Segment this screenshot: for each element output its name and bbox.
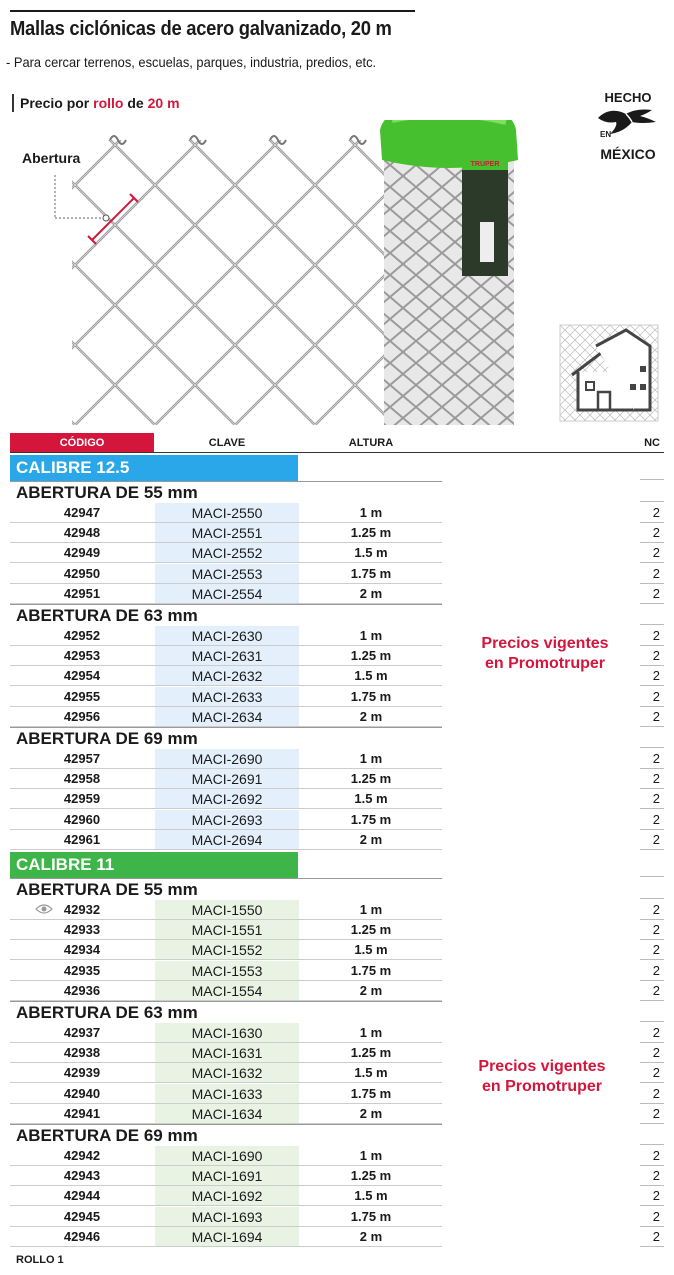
row-rule [10,849,442,850]
product-clave: MACI-2551 [155,523,299,543]
promo-note-calibre-12-5 [445,634,645,674]
product-altura: 1.5 m [354,668,388,684]
nc-rule [640,624,664,625]
section-rule [10,1124,442,1125]
section-rule [10,727,442,728]
table-row [10,810,664,830]
product-code: 42954 [63,668,101,684]
product-clave: MACI-2633 [155,687,299,707]
product-code: 42949 [63,545,101,561]
product-altura: 2 m [359,1228,383,1244]
product-nc: 2 [652,1045,660,1061]
promo-line2: en Promotruper [484,655,605,672]
product-altura: 1.75 m [350,1208,392,1224]
nc-rule [640,1000,664,1001]
table-row [10,687,664,707]
product-code: 42955 [63,688,101,704]
product-clave: MACI-1632 [155,1063,299,1083]
table-row [10,523,664,543]
product-altura: 1.5 m [354,1065,388,1081]
price-mid: de [123,95,148,111]
section-rule [10,878,442,879]
table-row [10,1207,664,1227]
product-clave: MACI-2694 [155,830,299,850]
product-clave: MACI-1551 [155,920,299,940]
product-nc: 2 [652,902,660,917]
product-code: 42935 [63,962,101,978]
chain-link-mesh-illustration [0,120,674,430]
product-code: 42938 [63,1045,101,1061]
product-clave: MACI-2553 [155,564,299,584]
price-unit: rollo [93,95,124,111]
table-row [10,503,664,523]
product-nc: 2 [652,771,660,787]
price-bar [12,94,14,112]
product-code: 42950 [63,565,101,581]
section-rule [10,481,442,482]
product-altura: 1.75 m [350,811,392,827]
product-clave: MACI-1634 [155,1104,299,1124]
product-nc: 2 [652,982,660,998]
product-clave: MACI-2692 [155,789,299,809]
product-clave: MACI-2632 [155,666,299,686]
product-altura: 1.75 m [350,688,392,704]
product-code: 42945 [63,1208,101,1224]
product-clave: MACI-1631 [155,1043,299,1063]
section-rule [10,1001,442,1002]
header-altura: ALTURA [348,437,394,449]
product-nc: 2 [652,922,660,938]
product-code: 42947 [63,505,101,520]
product-clave: MACI-2690 [155,749,299,769]
nc-rule [640,876,664,877]
product-code: 42951 [63,585,101,601]
page-title: Mallas ciclónicas de acero galvanizado, 20 m [10,18,392,40]
product-nc: 2 [652,811,660,827]
page-subtitle: - Para cercar terrenos, escuelas, parques, industria, predios, etc. [6,54,377,70]
section-heading [10,1001,298,1023]
section-heading [10,604,298,626]
nc-rule [640,479,664,480]
product-clave: MACI-1690 [155,1146,299,1166]
product-code: 42956 [63,708,101,724]
section-heading [10,727,298,749]
product-code: 42960 [63,811,101,827]
product-clave: MACI-1554 [155,981,299,1001]
product-altura: 2 m [359,1105,383,1121]
nc-rule [640,501,664,502]
product-altura: 1.75 m [350,962,392,978]
product-code: 42936 [63,982,101,998]
nc-rule [640,849,664,850]
product-code: 42952 [63,628,101,643]
table-row [10,1023,664,1043]
product-altura: 1.75 m [350,1085,392,1101]
product-code: 42937 [63,1025,101,1040]
top-rule [10,10,415,12]
abertura-label: Abertura [22,150,81,166]
header-codigo: CÓDIGO [10,433,154,453]
table-row [10,900,664,920]
nc-rule [640,1123,664,1124]
product-clave: MACI-1692 [155,1186,299,1206]
product-code: 42948 [63,525,101,541]
header-clave: CLAVE [208,437,246,449]
product-nc: 2 [652,1025,660,1040]
product-altura: 1.25 m [350,1045,392,1061]
calibre-heading: CALIBRE 12.5 [10,455,298,481]
product-clave: MACI-2634 [155,707,299,727]
product-code: 42939 [63,1065,101,1081]
product-nc: 2 [652,525,660,541]
product-code: 42957 [63,751,101,766]
product-altura: 1.25 m [350,922,392,938]
section-title: ABERTURA DE 63 mm [16,1003,198,1022]
table-row [10,1186,664,1206]
table-row [10,1104,664,1124]
product-altura: 2 m [359,982,383,998]
table-header [10,433,664,453]
table-row [10,584,664,604]
product-clave: MACI-2693 [155,810,299,830]
product-altura: 1 m [359,628,383,643]
nc-rule [640,898,664,899]
price-prefix: Precio por [20,95,94,111]
calibre-heading: CALIBRE 11 [10,852,298,878]
product-nc: 2 [652,585,660,601]
section-title: ABERTURA DE 69 mm [16,1126,198,1145]
table-row [10,789,664,809]
badge-line3: MÉXICO [600,146,656,162]
table-row [10,1146,664,1166]
table-row [10,543,664,563]
badge-line2: EN [600,130,612,139]
table-row [10,769,664,789]
row-rule [10,1246,442,1247]
product-clave: MACI-1552 [155,940,299,960]
product-altura: 1.25 m [350,1168,392,1184]
product-code: 42944 [63,1188,101,1204]
section-rule [10,604,442,605]
house-icon [560,325,658,421]
table-row [10,1227,664,1247]
product-altura: 2 m [359,708,383,724]
product-altura: 2 m [359,585,383,601]
product-clave: MACI-1550 [155,900,299,920]
product-code: 42953 [63,648,101,664]
product-nc: 2 [652,545,660,561]
product-nc: 2 [652,1188,660,1204]
table-row [10,564,664,584]
nc-rule [640,1144,664,1145]
product-altura: 2 m [359,831,383,847]
product-altura: 1.5 m [354,1188,388,1204]
product-nc: 2 [652,708,660,724]
product-nc: 2 [652,1105,660,1121]
nc-rule [640,747,664,748]
footer-note: ROLLO 1 [16,1254,64,1266]
product-nc: 2 [652,648,660,664]
product-clave: MACI-1553 [155,961,299,981]
product-clave: MACI-2550 [155,503,299,523]
table-row [10,1166,664,1186]
product-nc: 2 [652,942,660,958]
promo-note-calibre-11 [442,1057,642,1097]
product-code: 42934 [63,942,101,958]
product-code: 42961 [63,831,101,847]
product-code: 42942 [63,1148,101,1163]
product-nc: 2 [652,1085,660,1101]
product-code: 42946 [63,1228,101,1244]
product-clave: MACI-2630 [155,626,299,646]
price-length: 20 m [147,95,180,111]
product-nc: 2 [652,1148,660,1163]
section-title: ABERTURA DE 63 mm [16,606,198,625]
section-title: ABERTURA DE 55 mm [16,880,198,899]
product-code: 42959 [63,791,101,807]
promo-line1: Precios vigentes [478,1058,606,1075]
product-nc: 2 [652,1228,660,1244]
nc-rule [640,726,664,727]
product-altura: 1.5 m [354,791,388,807]
product-nc: 2 [652,628,660,643]
promo-line1: Precios vigentes [481,635,609,652]
product-nc: 2 [652,1065,660,1081]
product-nc: 2 [652,791,660,807]
section-heading [10,1124,298,1146]
product-altura: 1.75 m [350,565,392,581]
product-code: 42933 [63,922,101,938]
table-row [10,749,664,769]
badge-line1: HECHO [604,90,652,105]
product-clave: MACI-1630 [155,1023,299,1043]
product-nc: 2 [652,831,660,847]
product-clave: MACI-1691 [155,1166,299,1186]
product-nc: 2 [652,962,660,978]
product-clave: MACI-1694 [155,1227,299,1247]
nc-rule [640,603,664,604]
product-altura: 1 m [359,751,383,766]
product-altura: 1 m [359,505,383,520]
product-code: 42941 [63,1105,101,1121]
product-clave: MACI-1693 [155,1207,299,1227]
product-code: 42943 [63,1168,101,1184]
product-clave: MACI-2552 [155,543,299,563]
product-altura: 1.5 m [354,545,388,561]
product-nc: 2 [652,565,660,581]
eye-icon [35,903,53,915]
roll-brand-label: TRUPER [470,161,500,168]
table-row [10,830,664,850]
product-altura: 1.5 m [354,942,388,958]
promo-line2: en Promotruper [481,1078,602,1095]
table-row [10,707,664,727]
product-nc: 2 [652,505,660,520]
nc-rule [640,1021,664,1022]
section-title: ABERTURA DE 55 mm [16,483,198,502]
product-clave: MACI-2631 [155,646,299,666]
table-row [10,920,664,940]
header-rule [10,452,664,453]
product-clave: MACI-2554 [155,584,299,604]
product-altura: 1.25 m [350,648,392,664]
product-clave: MACI-1633 [155,1084,299,1104]
header-nc: NC [644,437,660,449]
product-code: 42940 [63,1085,101,1101]
nc-rule [640,1246,664,1247]
section-heading [10,481,298,503]
table-row [10,981,664,1001]
product-clave: MACI-2691 [155,769,299,789]
product-nc: 2 [652,688,660,704]
section-title: ABERTURA DE 69 mm [16,729,198,748]
product-nc: 2 [652,1208,660,1224]
product-code: 42958 [63,771,101,787]
product-altura: 1 m [359,1025,383,1040]
product-altura: 1 m [359,902,383,917]
product-nc: 2 [652,1168,660,1184]
table-row [10,961,664,981]
product-code: 42932 [63,902,101,917]
section-heading [10,878,298,900]
product-nc: 2 [652,751,660,766]
product-altura: 1 m [359,1148,383,1163]
table-row [10,940,664,960]
product-altura: 1.25 m [350,525,392,541]
price-note [12,94,180,112]
product-nc: 2 [652,668,660,684]
product-altura: 1.25 m [350,771,392,787]
